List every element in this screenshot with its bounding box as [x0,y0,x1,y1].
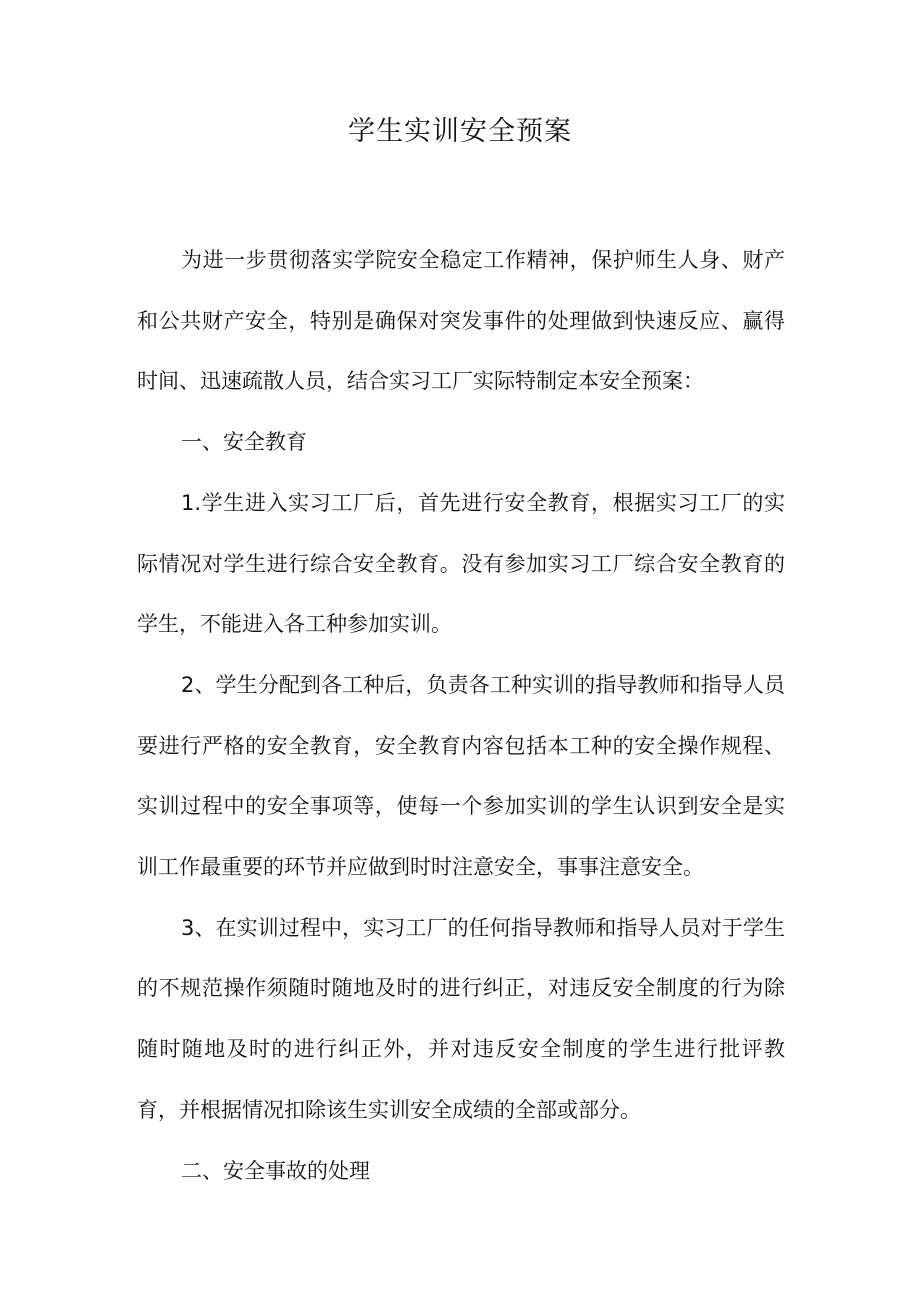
item-2-paragraph: 2、学生分配到各工种后，负责各工种实训的指导教师和指导人员要进行严格的安全教育，安全教育内容包括本工种的安全操作规程、实训过程中的安全事项等，使每一个参加实训的学生认识到安全是实训工作最重要的环节并应做到时时注意安全，事事注意安全。 [137,672,785,880]
intro-paragraph: 为进一步贯彻落实学院安全稳定工作精神，保护师生人身、财产和公共财产安全，特别是确保对突发事件的处理做到快速反应、赢得时间、迅速疏散人员，结合实习工厂实际特制定本安全预案： [137,248,785,394]
section-heading-accident-handling: 二、安全事故的处理 [181,1158,370,1183]
item-3-paragraph: 3、在实训过程中，实习工厂的任何指导教师和指导人员对于学生的不规范操作须随时随地及时的进行纠正，对违反安全制度的行为除随时随地及时的进行纠正外，并对违反安全制度的学生进行批评教育，并根据情况扣除该生实训安全成绩的全部或部分。 [137,915,785,1122]
document-body [137,230,785,1201]
document-title: 学生实训安全预案 [348,116,572,147]
section-heading-safety-education: 一、安全教育 [181,430,307,455]
item-1-paragraph: 1.学生进入实习工厂后，首先进行安全教育，根据实习工厂的实际情况对学生进行综合安全教育。没有参加实习工厂综合安全教育的学生，不能进入各工种参加实训。 [137,490,785,637]
